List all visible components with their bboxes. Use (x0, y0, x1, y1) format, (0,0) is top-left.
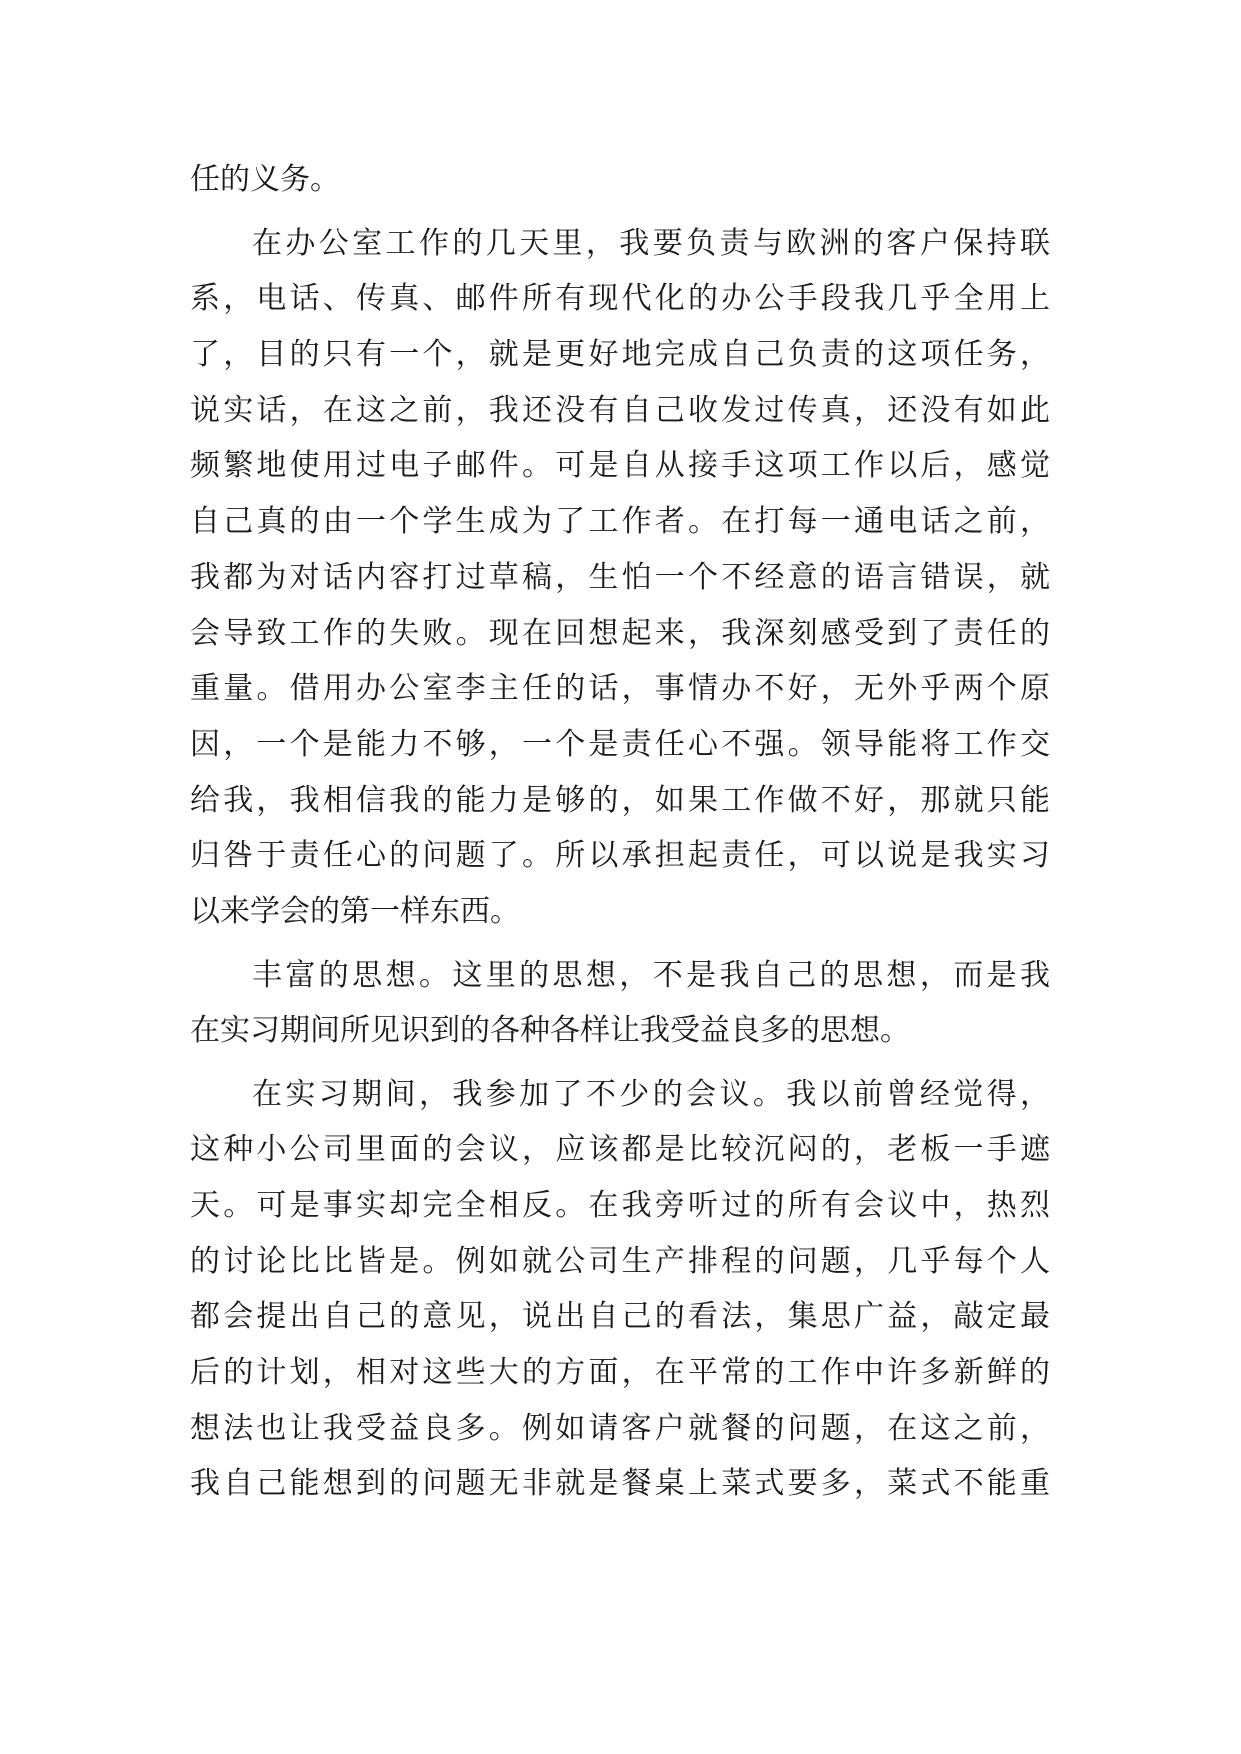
text-line: 丰富的思想。这里的思想，不是我自己的思想，而是我 (252, 958, 1050, 993)
text-line: 我自己能想到的问题无非就是餐桌上菜式要多，菜式不能重 (190, 1466, 1050, 1501)
text-line: 天。可是事实却完全相反。在我旁听过的所有会议中，热烈 (190, 1188, 1050, 1223)
text-line: 这种小公司里面的会议，应该都是比较沉闷的，老板一手遮 (190, 1132, 1050, 1167)
text-line: 在办公室工作的几天里，我要负责与欧洲的客户保持联 (252, 226, 1050, 261)
text-line: 在实习期间所见识到的各种各样让我受益良多的思想。 (190, 1013, 910, 1048)
text-line: 归咎于责任心的问题了。所以承担起责任，可以说是我实习 (190, 838, 1050, 873)
text-line: 会导致工作的失败。现在回想起来，我深刻感受到了责任的 (190, 616, 1050, 651)
text-line: 的讨论比比皆是。例如就公司生产排程的问题，几乎每个人 (190, 1244, 1050, 1279)
text-line: 了，目的只有一个，就是更好地完成自己负责的这项任务， (190, 337, 1050, 372)
text-line: 想法也让我受益良多。例如请客户就餐的问题，在这之前， (190, 1411, 1050, 1446)
text-line: 后的计划，相对这些大的方面，在平常的工作中许多新鲜的 (190, 1355, 1050, 1390)
text-line: 频繁地使用过电子邮件。可是自从接手这项工作以后，感觉 (190, 448, 1050, 483)
text-line: 系，电话、传真、邮件所有现代化的办公手段我几乎全用上 (190, 281, 1050, 316)
text-line: 给我，我相信我的能力是够的，如果工作做不好，那就只能 (190, 783, 1050, 818)
text-line: 重量。借用办公室李主任的话，事情办不好，无外乎两个原 (190, 671, 1050, 706)
text-line: 自己真的由一个学生成为了工作者。在打每一通电话之前， (190, 504, 1050, 539)
text-line: 在实习期间，我参加了不少的会议。我以前曾经觉得， (252, 1077, 1050, 1112)
text-line: 都会提出自己的意见，说出自己的看法，集思广益，敲定最 (190, 1299, 1050, 1334)
text-line: 我都为对话内容打过草稿，生怕一个不经意的语言错误，就 (190, 560, 1050, 595)
text-line: 因，一个是能力不够，一个是责任心不强。领导能将工作交 (190, 727, 1050, 762)
text-line: 以来学会的第一样东西。 (190, 894, 520, 929)
text-line: 说实话，在这之前，我还没有自己收发过传真，还没有如此 (190, 393, 1050, 428)
text-line: 任的义务。 (190, 162, 340, 197)
